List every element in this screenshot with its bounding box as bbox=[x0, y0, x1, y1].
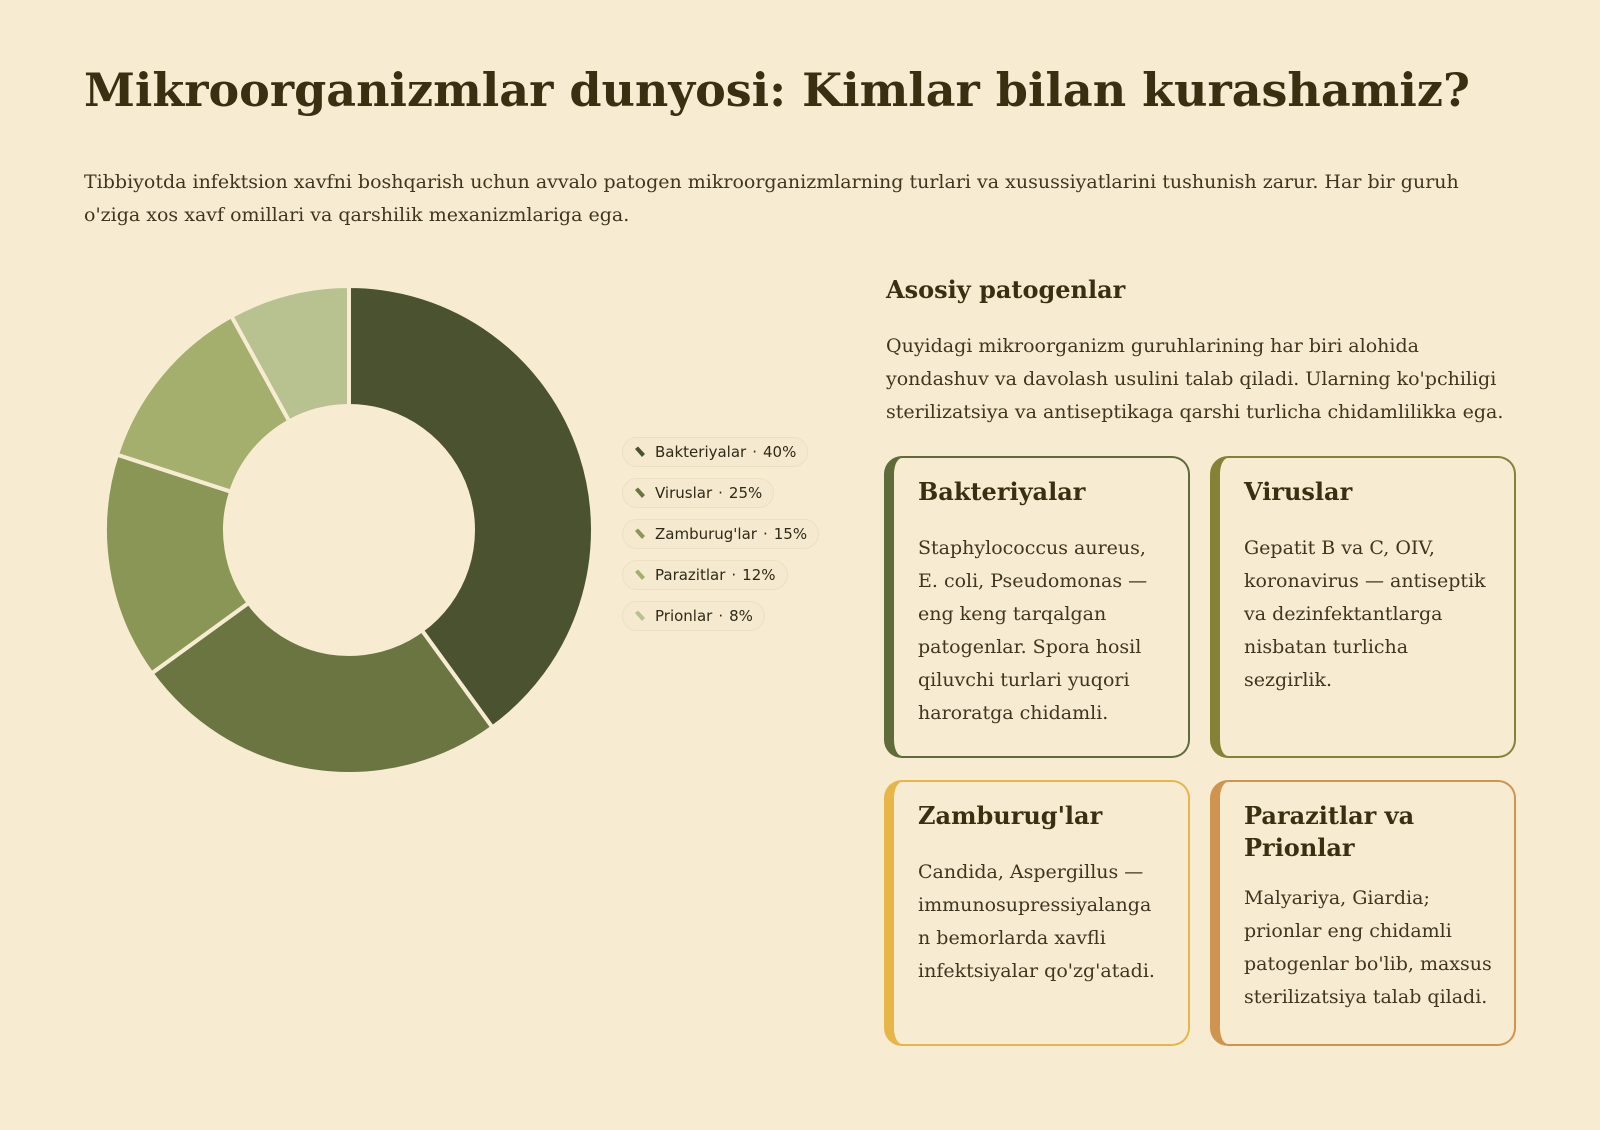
legend-swatch-icon bbox=[633, 609, 647, 623]
card-title: Viruslar bbox=[1244, 477, 1353, 506]
card-text: Candida, Aspergillus — immunosupressiyalanga n bemorlarda xavfli infektsiyalar qo'zg'atadi. bbox=[918, 861, 1155, 982]
legend-item bbox=[622, 601, 765, 631]
legend-value: 25% bbox=[728, 484, 763, 502]
legend-value: 40% bbox=[763, 443, 797, 461]
legend-value: 12% bbox=[742, 566, 776, 584]
card-text: Gepatit B va C, OIV, koronavirus — antiseptik va dezinfektantlarga nisbatan turlicha sezgirlik. bbox=[1244, 537, 1486, 691]
legend-swatch-icon bbox=[633, 527, 647, 541]
card-text: Malyariya, Giardia; prionlar eng chidamli patogenlar bo'lib, maxsus sterilizatsiya talab qiladi. bbox=[1244, 887, 1492, 1008]
legend-item bbox=[622, 519, 819, 549]
legend-label: Prionlar bbox=[655, 607, 713, 625]
chart-legend bbox=[622, 437, 819, 631]
legend-separator: · bbox=[718, 484, 723, 502]
legend-item bbox=[622, 478, 774, 508]
card-fungi bbox=[884, 780, 1190, 1046]
legend-label: Parazitlar bbox=[655, 566, 726, 584]
card-title: Bakteriyalar bbox=[918, 477, 1086, 506]
intro-paragraph: Tibbiyotda infektsion xavfni boshqarish uchun avvalo patogen mikroorganizmlarning turlari va xusussiyatlarini tushunish zarur. Har bir guruh o'ziga xos xavf omillari va qarshilik mexanizmlariga ega. bbox=[84, 171, 1459, 226]
legend-separator: · bbox=[752, 443, 757, 461]
legend-value: 8% bbox=[729, 607, 753, 625]
card-viruses bbox=[1210, 456, 1516, 758]
card-title: Parazitlar va Prionlar bbox=[1244, 801, 1415, 862]
card-bacteria bbox=[884, 456, 1190, 758]
donut-chart bbox=[80, 280, 600, 800]
legend-separator: · bbox=[718, 607, 724, 625]
page-title: Mikroorganizmlar dunyosi: Kimlar bilan kurashamiz? bbox=[84, 63, 1470, 117]
legend-swatch-icon bbox=[633, 486, 647, 500]
legend-value: 15% bbox=[773, 525, 808, 543]
section-description: Quyidagi mikroorganizm guruhlarining har biri alohida yondashuv va davolash usulini talab qiladi. Ularning ko'pchiligi sterilizatsiya va antiseptikaga qarshi turlicha chidamlilikka ega. bbox=[886, 335, 1504, 423]
legend-label: Zamburug'lar bbox=[655, 525, 757, 543]
card-title: Zamburug'lar bbox=[918, 801, 1103, 830]
legend-item bbox=[622, 437, 808, 467]
legend-separator: · bbox=[731, 566, 737, 584]
legend-label: Viruslar bbox=[655, 484, 713, 502]
legend-item bbox=[622, 560, 788, 590]
section-heading: Asosiy patogenlar bbox=[886, 275, 1126, 304]
legend-label: Bakteriyalar bbox=[655, 443, 747, 461]
card-parasites-prions bbox=[1210, 780, 1516, 1046]
legend-swatch-icon bbox=[633, 568, 647, 582]
card-text: Staphylococcus aureus, E. coli, Pseudomonas — eng keng tarqalgan patogenlar. Spora hosil qiluvchi turlari yuqori haroratga chidamli. bbox=[918, 537, 1148, 724]
legend-separator: · bbox=[762, 525, 768, 543]
legend-swatch-icon bbox=[633, 445, 647, 459]
